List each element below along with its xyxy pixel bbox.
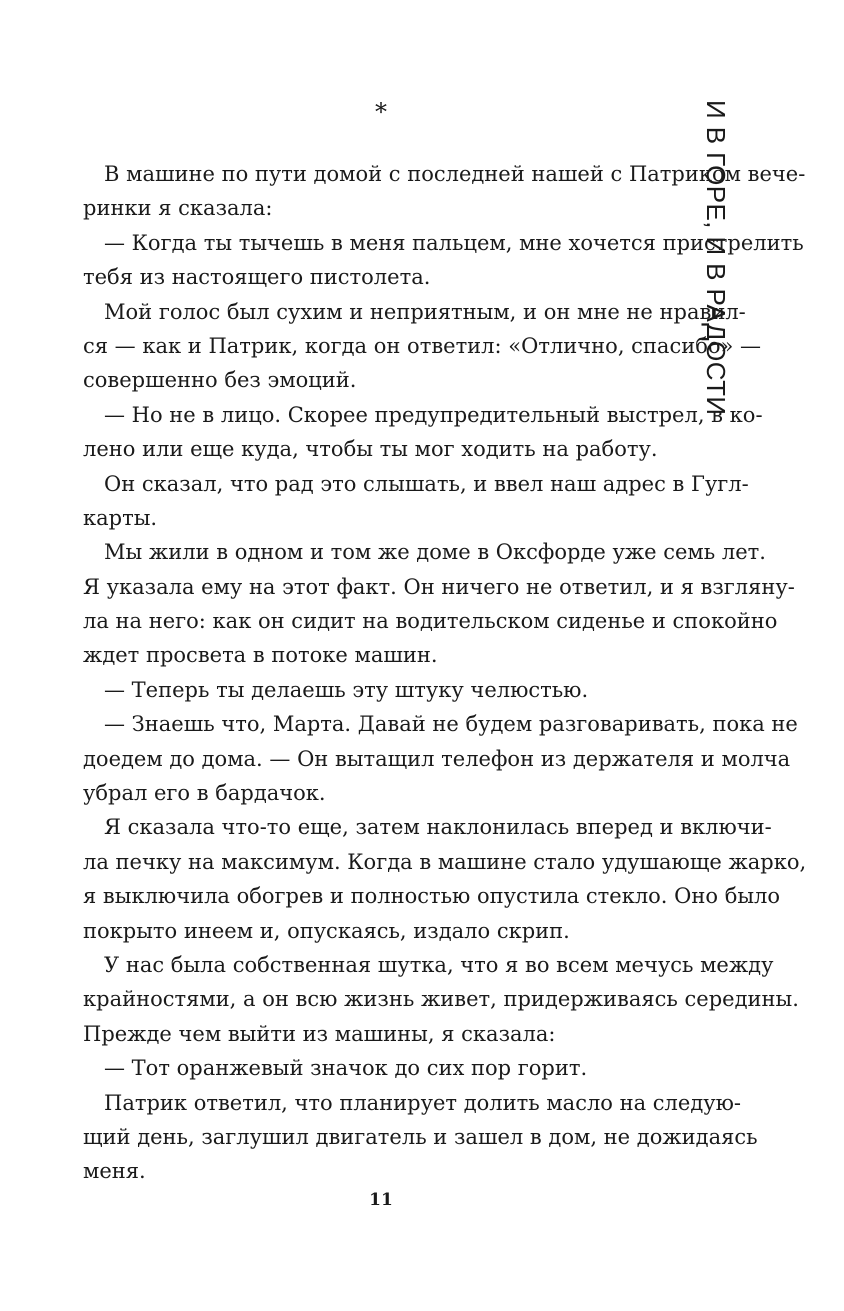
text-line: У нас была собственная шутка, что я во всем мечусь между [104, 952, 774, 977]
text-line: покрыто инеем и, опускаясь, издало скрип. [83, 918, 570, 943]
text-line: Мой голос был сухим и неприятным, и он мне не нравил- [104, 299, 746, 324]
text-line: убрал его в бардачок. [83, 781, 326, 806]
text-line: меня. [83, 1159, 146, 1184]
text-line: тебя из настоящего пистолета. [83, 265, 431, 290]
text-line: лено или еще куда, чтобы ты мог ходить на работу. [83, 437, 658, 462]
text-line: ся — как и Патрик, когда он ответил: «Отлично, спасибо» — [83, 333, 762, 358]
text-line: ла на него: как он сидит на водительском сиденье и спокойно [83, 609, 778, 634]
text-line: Прежде чем выйти из машины, я сказала: [83, 1021, 556, 1046]
text-line: — Когда ты тычешь в меня пальцем, мне хочется пристрелить [104, 230, 804, 255]
text-line: ринки я сказала: [83, 196, 273, 221]
text-line: я выключила обогрев и полностью опустила стекло. Оно было [83, 884, 781, 909]
text-line: В машине по пути домой с последней нашей с Патриком вече- [104, 162, 806, 186]
page-number: 11 [369, 1190, 393, 1210]
text-line: карты. [83, 505, 158, 530]
running-head: И В ГОРЕ, И В РАДОСТИ [701, 100, 731, 416]
text-line: — Тот оранжевый значок до сих пор горит. [104, 1056, 588, 1081]
text-line: Он сказал, что рад это слышать, и ввел наш адрес в Гугл- [104, 471, 749, 496]
text-line: Я указала ему на этот факт. Он ничего не ответил, и я взгляну- [83, 574, 795, 599]
text-line: Патрик ответил, что планирует долить масло на следую- [104, 1090, 741, 1115]
section-ornament: * [375, 98, 387, 126]
text-line: ла печку на максимум. Когда в машине стало удушающе жарко, [83, 849, 807, 874]
text-line: — Теперь ты делаешь эту штуку челюстью. [104, 677, 589, 702]
text-line: ждет просвета в потоке машин. [83, 643, 438, 668]
text-line: крайностями, а он всю жизнь живет, придерживаясь середины. [83, 987, 799, 1012]
text-line: — Знаешь что, Марта. Давай не будем разговаривать, пока не [104, 712, 798, 737]
text-line: щий день, заглушил двигатель и зашел в дом, не дожидаясь [83, 1124, 758, 1149]
text-line: Я сказала что-то еще, затем наклонилась вперед и включи- [104, 815, 772, 840]
text-line: — Но не в лицо. Скорее предупредительный выстрел, в ко- [104, 402, 763, 427]
text-line: Мы жили в одном и том же доме в Оксфорде уже семь лет. [104, 540, 766, 565]
text-line: доедем до дома. — Он вытащил телефон из держателя и молча [83, 746, 791, 771]
text-line: совершенно без эмоций. [83, 368, 357, 393]
